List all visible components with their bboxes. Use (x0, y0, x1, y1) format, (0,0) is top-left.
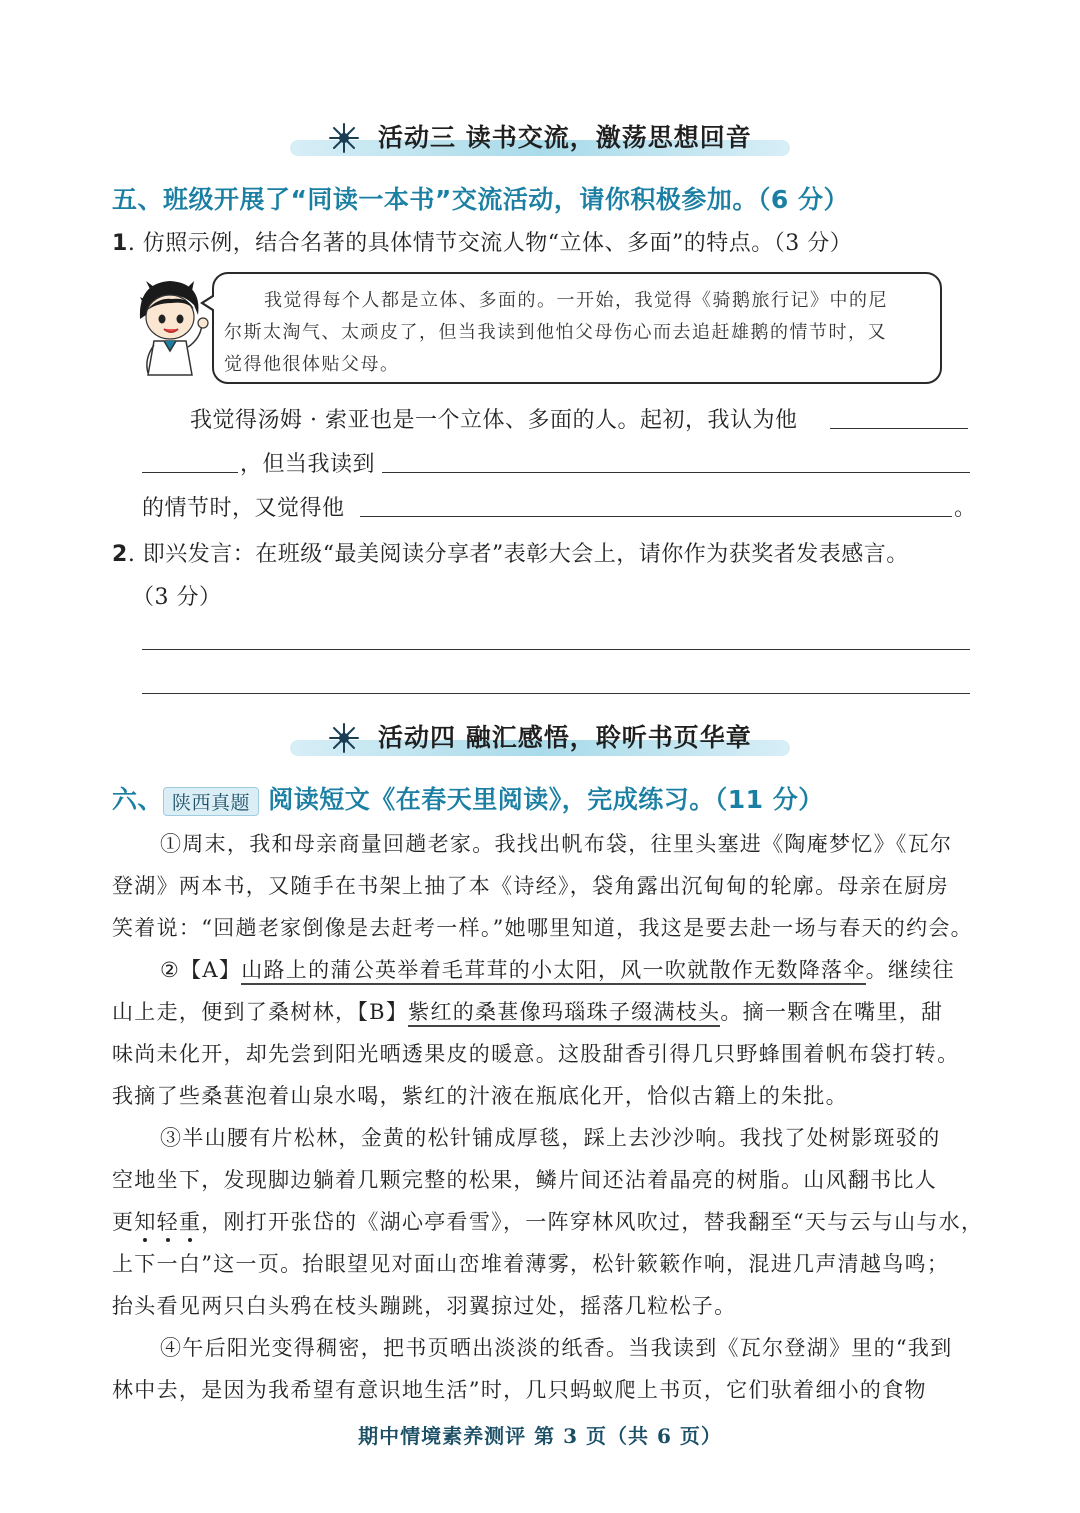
section-six-prefix: 六、 (112, 785, 164, 814)
passage-line: 登湖》两本书，又随手在书架上抽了本《诗经》，袋角露出沉甸甸的轮廓。母亲在厨房 (112, 874, 949, 898)
question-two (112, 537, 909, 568)
answer-line-2: ，但当我读到 (240, 452, 376, 477)
passage-line: 空地坐下，发现脚边躺着几颗完整的松果，鳞片间还沾着晶亮的树脂。山风翻书比人 (112, 1168, 938, 1192)
passage-text: 。摘一颗含在嘴里，甜 (720, 1000, 944, 1024)
answer-blank-6[interactable] (142, 692, 970, 694)
sparkle-icon (328, 122, 360, 154)
question-one-number: 1 (112, 231, 128, 256)
example-speech-bubble (212, 272, 942, 384)
answer-blank-3[interactable] (382, 471, 970, 473)
dotted-char: 轻 (156, 1210, 179, 1234)
passage-line: 笑着说：“回趟老家倒像是去赶考一样。”她哪里知道，我这是要去赴一场与春天的约会。 (112, 916, 973, 940)
passage-line: 我摘了些桑葚泡着山泉水喝，紫红的汁液在瓶底化开，恰似古籍上的朱批。 (112, 1084, 848, 1108)
answer-blank-5[interactable] (142, 648, 970, 650)
label-a: ②【A】 (160, 958, 242, 982)
question-two-score: （3 分） (132, 585, 222, 610)
activity-four-banner (290, 718, 790, 758)
answer-blank-1[interactable] (830, 427, 968, 429)
passage-line: ④午后阳光变得稠密，把书页晒出淡淡的纸香。当我读到《瓦尔登湖》里的“我到 (160, 1336, 953, 1360)
passage-line: ①周末，我和母亲商量回趟老家。我找出帆布袋，往里头塞进《陶庵梦忆》《瓦尔 (160, 832, 953, 856)
page-footer: 期中情境素养测评 第 3 页（共 6 页） (358, 1424, 722, 1448)
passage-line: 上下一白”这一页。抬眼望见对面山峦堆着薄雾，松针簌簌作响，混进几声清越鸟鸣； (112, 1252, 950, 1276)
passage-line: 林中去，是因为我希望有意识地生活”时，几只蚂蚁爬上书页，它们驮着细小的食物 (112, 1378, 927, 1402)
dotted-char: 知 (134, 1210, 157, 1234)
activity-four-title: 活动四 融汇感悟，聆听书页华章 (378, 723, 752, 752)
answer-line-3: 的情节时，又觉得他 (142, 496, 345, 521)
passage-line (160, 954, 955, 984)
passage-line: ③半山腰有片松林，金黄的松针铺成厚毯，踩上去沙沙响。我找了处树影斑驳的 (160, 1126, 941, 1150)
passage-line (112, 996, 943, 1026)
underlined-sentence-b: 紫红的桑葚像玛瑙珠子缀满枝头 (408, 1000, 720, 1027)
passage-text: ，刚打开张岱的《湖心亭看雪》，一阵穿林风吹过，替我翻至“天与云与山与水， (201, 1210, 984, 1234)
source-tag: 陕西真题 (163, 787, 259, 816)
sparkle-icon (328, 722, 360, 754)
question-one (112, 226, 852, 257)
example-line: 我觉得每个人都是立体、多面的。一开始，我觉得《骑鹅旅行记》中的尼 (264, 290, 888, 311)
section-six-heading (112, 780, 824, 816)
section-five-heading: 五、班级开展了“同读一本书”交流活动，请你积极参加。（6 分） (112, 185, 849, 214)
bubble-tail-inner (204, 296, 215, 310)
activity-three-title: 活动三 读书交流，激荡思想回音 (378, 123, 752, 152)
section-six-title: 阅读短文《在春天里阅读》，完成练习。（11 分） (268, 785, 824, 814)
question-one-text: . 仿照示例，结合名著的具体情节交流人物“立体、多面”的特点。（3 分） (127, 231, 853, 256)
question-two-text: . 即兴发言：在班级“最美阅读分享者”表彰大会上，请你作为获奖者发表感言。 (127, 542, 909, 567)
boy-avatar (132, 275, 212, 387)
answer-blank-2[interactable] (142, 471, 238, 473)
answer-line-3-end: 。 (954, 496, 977, 521)
passage-line: 味尚未化开，却先尝到阳光晒透果皮的暖意。这股甜香引得几只野蜂围着帆布袋打转。 (112, 1042, 960, 1066)
passage-text: 。继续往 (865, 958, 955, 982)
example-line: 尔斯太淘气、太顽皮了，但当我读到他怕父母伤心而去追赶雄鹅的情节时，又 (224, 322, 887, 343)
passage-line: 抬头看见两只白头鸦在枝头蹦跳，羽翼掠过处，摇落几粒松子。 (112, 1294, 737, 1318)
underlined-sentence-a: 山路上的蒲公英举着毛茸茸的小太阳，风一吹就散作无数降落伞 (241, 958, 865, 985)
question-two-number: 2 (112, 542, 128, 567)
answer-blank-4[interactable] (360, 515, 952, 517)
passage-text: 更 (112, 1210, 135, 1234)
dotted-char: 重 (178, 1210, 202, 1234)
passage-text: 山上走，便到了桑树林，【B】 (112, 1000, 409, 1024)
answer-line-1: 我觉得汤姆 · 索亚也是一个立体、多面的人。起初，我认为他 (190, 408, 798, 433)
passage-line (112, 1206, 983, 1236)
example-line: 觉得他很体贴父母。 (224, 354, 400, 375)
activity-three-banner (290, 118, 790, 158)
